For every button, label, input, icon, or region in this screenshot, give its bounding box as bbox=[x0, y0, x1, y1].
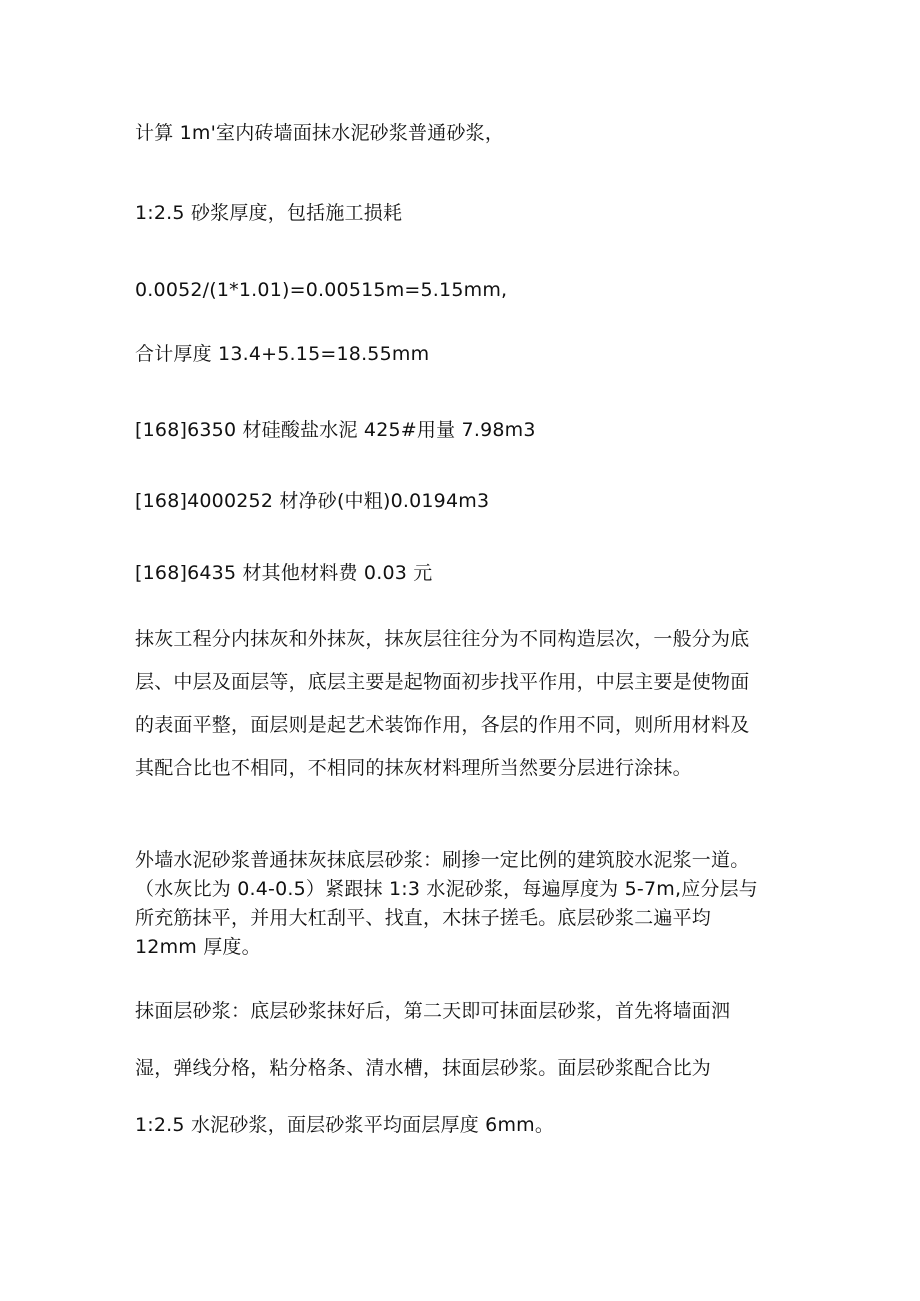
paragraph-line: 抹灰工程分内抹灰和外抹灰，抹灰层往往分为不同构造层次，一般分为底 bbox=[135, 628, 750, 650]
paragraph-line: 其配合比也不相同，不相同的抹灰材料理所当然要分层进行涂抹。 bbox=[135, 757, 692, 779]
calc-line-5: [168]6350 材硅酸盐水泥 425#用量 7.98m3 bbox=[135, 419, 536, 441]
paragraph-line: 抹面层砂浆：底层砂浆抹好后，第二天即可抹面层砂浆，首先将墙面泗 bbox=[135, 1000, 731, 1022]
paragraph-line: 外墙水泥砂浆普通抹灰抹底层砂浆：刷掺一定比例的建筑胶水泥浆一道。 bbox=[135, 849, 750, 871]
paragraph-plastering-layers bbox=[135, 618, 749, 790]
paragraph-line: 层、中层及面层等，底层主要是起物面初步找平作用，中层主要是使物面 bbox=[135, 671, 750, 693]
calc-line-6: [168]4000252 材净砂(中粗)0.0194m3 bbox=[135, 490, 490, 512]
calc-line-2: 1:2.5 砂浆厚度，包括施工损耗 bbox=[135, 202, 403, 224]
paragraph-line: （水灰比为 0.4-0.5）紧跟抹 1:3 水泥砂浆，每遍厚度为 5-7m,应分层与 bbox=[135, 878, 759, 900]
calc-line-4: 合计厚度 13.4+5.15=18.55mm bbox=[135, 343, 430, 365]
paragraph-line: 12mm 厚度。 bbox=[135, 936, 261, 958]
paragraph-line: 湿，弹线分格，粘分格条、清水槽，抹面层砂浆。面层砂浆配合比为 bbox=[135, 1057, 712, 1079]
paragraph-line: 的表面平整，面层则是起艺术装饰作用，各层的作用不同，则所用材料及 bbox=[135, 714, 750, 736]
calc-line-7: [168]6435 材其他材料费 0.03 元 bbox=[135, 562, 433, 584]
paragraph-line: 所充筋抹平，并用大杠刮平、找直，木抹子搓毛。底层砂浆二遍平均 bbox=[135, 907, 712, 929]
paragraph-line: 1:2.5 水泥砂浆，面层砂浆平均面层厚度 6mm。 bbox=[135, 1114, 555, 1136]
calc-line-1: 计算 1m'室内砖墙面抹水泥砂浆普通砂浆， bbox=[135, 122, 505, 144]
paragraph-finish-coat bbox=[135, 983, 730, 1154]
calc-line-3: 0.0052/(1*1.01)=0.00515m=5.15mm, bbox=[135, 279, 508, 301]
paragraph-base-coat bbox=[135, 846, 758, 962]
